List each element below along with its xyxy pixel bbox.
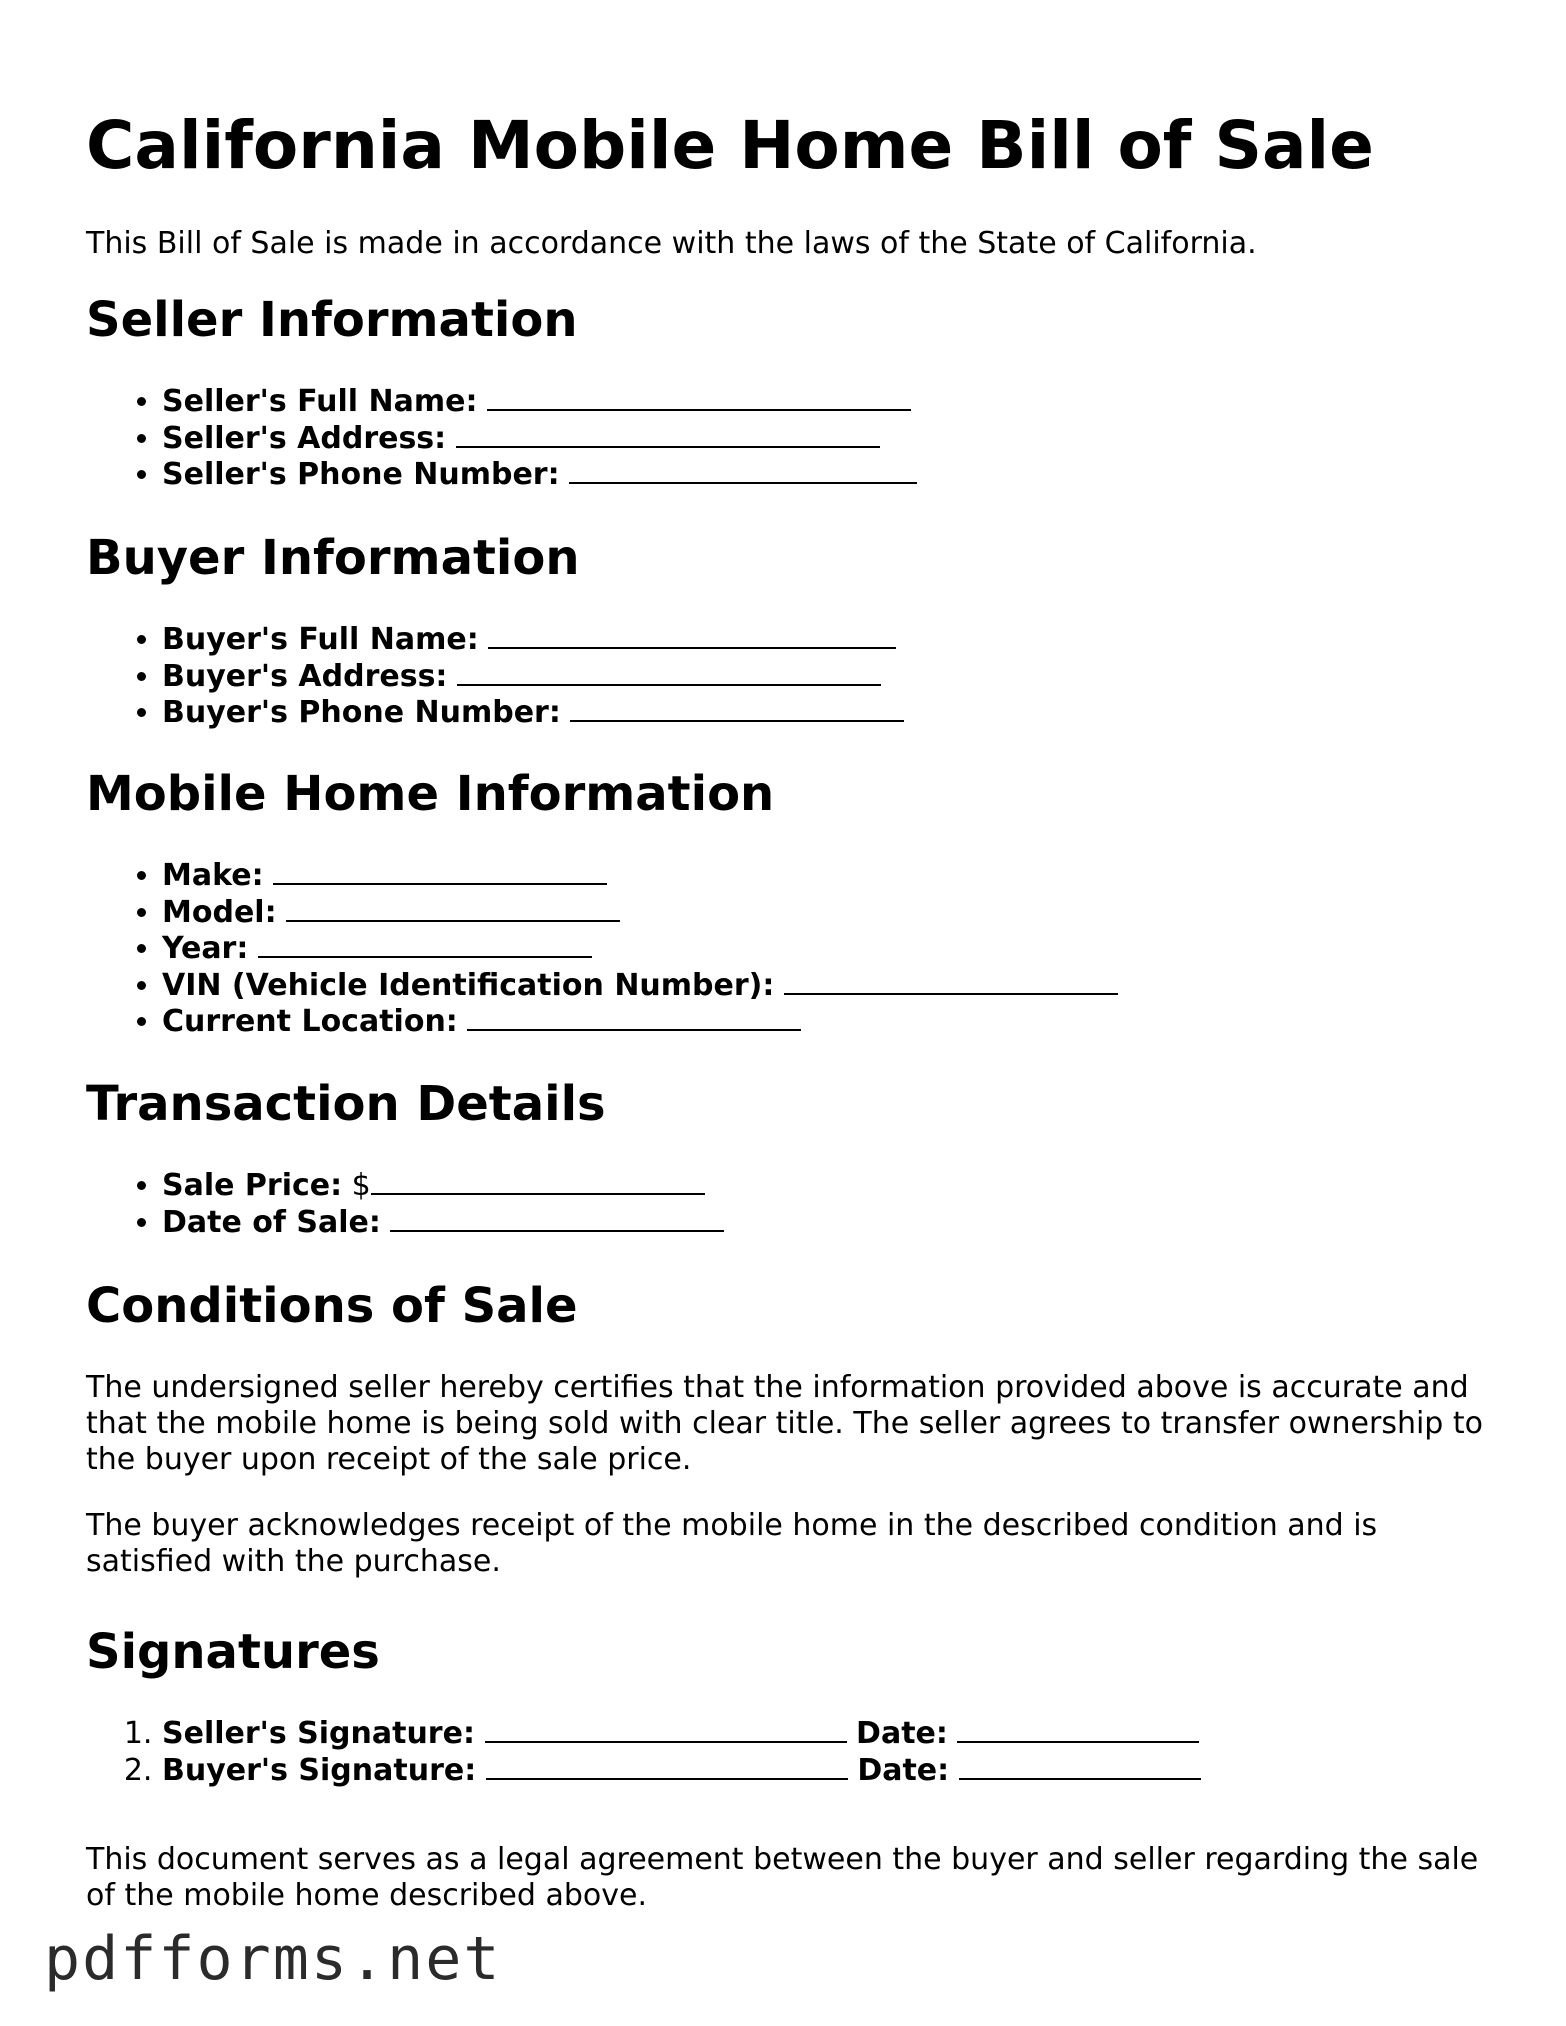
buyer-phone-row <box>162 695 904 732</box>
seller-full-name-label: Seller's Full Name: <box>162 384 478 419</box>
intro-text: This Bill of Sale is made in accordance with the laws of the State of California. <box>86 226 1257 261</box>
date-of-sale-label: Date of Sale: <box>162 1204 381 1240</box>
date-of-sale-field[interactable] <box>390 1206 724 1232</box>
make-field[interactable] <box>273 859 607 885</box>
model-row <box>162 895 1118 932</box>
buyer-signature-label: Buyer's Signature: <box>162 1752 477 1788</box>
buyer-full-name-label: Buyer's Full Name: <box>162 622 479 657</box>
watermark: pdfforms.net <box>44 1924 502 1994</box>
closing-statement: This document serves as a legal agreement between the buyer and seller regarding the sale of the mobile home described above. <box>86 1842 1479 1913</box>
vin-row <box>162 968 1118 1005</box>
signatures-list <box>86 1716 1201 1789</box>
mobile-home-fields <box>86 858 1118 1041</box>
buyer-address-row <box>162 659 904 696</box>
make-row <box>162 858 1118 895</box>
buyer-full-name-field[interactable] <box>488 623 896 649</box>
buyer-signature-row <box>162 1753 1201 1790</box>
signatures-heading: Signatures <box>86 1624 380 1680</box>
buyer-fields <box>86 622 904 732</box>
model-field[interactable] <box>286 896 620 922</box>
current-location-row <box>162 1004 1118 1041</box>
current-location-field[interactable] <box>467 1005 801 1031</box>
seller-fields <box>86 384 917 494</box>
buyer-signature-field[interactable] <box>486 1754 848 1780</box>
seller-address-label: Seller's Address: <box>162 420 447 456</box>
buyer-heading: Buyer Information <box>86 530 580 586</box>
seller-signature-label: Seller's Signature: <box>162 1716 475 1751</box>
seller-phone-row <box>162 457 917 494</box>
date-of-sale-row <box>162 1205 724 1242</box>
current-location-label: Current Location: <box>162 1004 458 1039</box>
sale-price-row <box>162 1168 724 1205</box>
conditions-heading: Conditions of Sale <box>86 1278 578 1334</box>
year-field[interactable] <box>258 932 592 958</box>
seller-signature-date-field[interactable] <box>957 1717 1199 1743</box>
vin-field[interactable] <box>784 969 1118 995</box>
model-label: Model: <box>162 894 277 930</box>
document-title: California Mobile Home Bill of Sale <box>86 107 1374 184</box>
seller-address-row <box>162 421 917 458</box>
seller-address-field[interactable] <box>456 422 880 448</box>
seller-signature-date-label: Date: <box>856 1716 948 1751</box>
vin-label: VIN (Vehicle Identification Number): <box>162 967 775 1003</box>
conditions-paragraph: The buyer acknowledges receipt of the mobile home in the described condition and is satisfied with the purchase. <box>86 1508 1378 1579</box>
buyer-address-label: Buyer's Address: <box>162 658 448 694</box>
seller-full-name-row <box>162 384 917 421</box>
sale-price-label: Sale Price: <box>162 1168 343 1203</box>
buyer-address-field[interactable] <box>457 660 881 686</box>
transaction-fields <box>86 1168 724 1241</box>
buyer-full-name-row <box>162 622 904 659</box>
sale-price-field[interactable] <box>371 1169 705 1195</box>
seller-heading: Seller Information <box>86 292 578 348</box>
seller-full-name-field[interactable] <box>487 385 911 411</box>
year-row <box>162 931 1118 968</box>
buyer-phone-field[interactable] <box>570 696 904 722</box>
seller-phone-field[interactable] <box>569 458 917 484</box>
year-label: Year: <box>162 931 249 966</box>
conditions-paragraph: The undersigned seller hereby certifies that the information provided above is accurate and that the mobile home is being sold with clear title. The seller agrees to transfer ownership to the buyer upon receipt of the sale price. <box>86 1370 1484 1477</box>
seller-signature-field[interactable] <box>485 1717 847 1743</box>
seller-phone-label: Seller's Phone Number: <box>162 457 560 492</box>
make-label: Make: <box>162 858 264 893</box>
seller-signature-row <box>162 1716 1201 1753</box>
transaction-heading: Transaction Details <box>86 1076 606 1132</box>
buyer-phone-label: Buyer's Phone Number: <box>162 695 561 730</box>
buyer-signature-date-field[interactable] <box>959 1754 1201 1780</box>
buyer-signature-date-label: Date: <box>857 1752 950 1788</box>
currency-symbol: $ <box>351 1168 371 1203</box>
mobile-home-heading: Mobile Home Information <box>86 766 775 822</box>
